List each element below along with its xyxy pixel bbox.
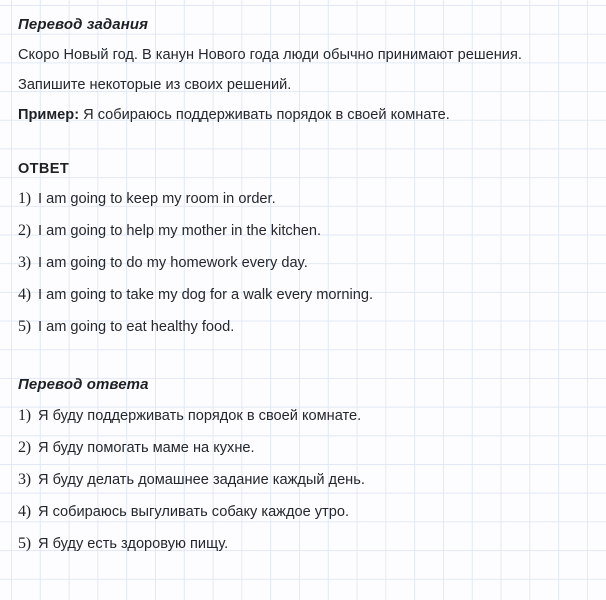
section-answer-translation — [18, 374, 590, 555]
task-translation-heading: Перевод задания — [18, 16, 149, 33]
list-item — [18, 533, 590, 555]
list-item — [18, 188, 590, 210]
section-answer — [18, 159, 590, 338]
answer-list — [18, 188, 590, 338]
list-item-marker: 5) — [18, 318, 31, 335]
section-task-translation — [18, 14, 590, 126]
list-item — [18, 316, 590, 338]
list-item-text: Я буду есть здоровую пищу. — [33, 536, 229, 552]
task-example-text: Я собираюсь поддерживать порядок в своей комнате. — [79, 107, 450, 123]
list-item-text: Я буду помогать маме на кухне. — [33, 440, 255, 456]
task-translation-line-1: Скоро Новый год. В канун Нового года люди обычно принимают решения. — [18, 47, 522, 63]
list-item — [18, 405, 590, 427]
list-item — [18, 220, 590, 242]
spacer-before-answer — [18, 135, 590, 159]
list-item-text: I am going to help my mother in the kitchen. — [33, 223, 322, 239]
task-translation-line-2: Запишите некоторые из своих решений. — [18, 77, 292, 93]
list-item-marker: 4) — [18, 286, 31, 303]
task-example-label: Пример: — [18, 107, 80, 123]
list-item-marker: 4) — [18, 503, 31, 520]
list-item-marker: 2) — [18, 439, 31, 456]
spacer-before-translation — [18, 348, 590, 374]
list-item-text: Я буду делать домашнее задание каждый день. — [33, 472, 365, 488]
task-example-line — [18, 105, 590, 126]
list-item-marker: 3) — [18, 471, 31, 488]
answer-translation-heading: Перевод ответа — [18, 376, 149, 393]
list-item-text: Я собираюсь выгуливать собаку каждое утро. — [33, 504, 350, 520]
list-item-text: I am going to take my dog for a walk every morning. — [33, 287, 373, 303]
list-item-text: I am going to keep my room in order. — [33, 191, 276, 207]
list-item — [18, 437, 590, 459]
answer-heading: ОТВЕТ — [18, 161, 70, 177]
list-item-text: I am going to do my homework every day. — [33, 255, 308, 271]
list-item-marker: 1) — [18, 190, 31, 207]
list-item — [18, 469, 590, 491]
answer-translation-list — [18, 405, 590, 555]
list-item-text: Я буду поддерживать порядок в своей комнате. — [33, 408, 362, 424]
list-item-marker: 2) — [18, 222, 31, 239]
list-item — [18, 252, 590, 274]
list-item-text: I am going to eat healthy food. — [33, 319, 235, 335]
list-item — [18, 284, 590, 306]
list-item-marker: 5) — [18, 535, 31, 552]
list-item-marker: 3) — [18, 254, 31, 271]
list-item — [18, 501, 590, 523]
list-item-marker: 1) — [18, 407, 31, 424]
